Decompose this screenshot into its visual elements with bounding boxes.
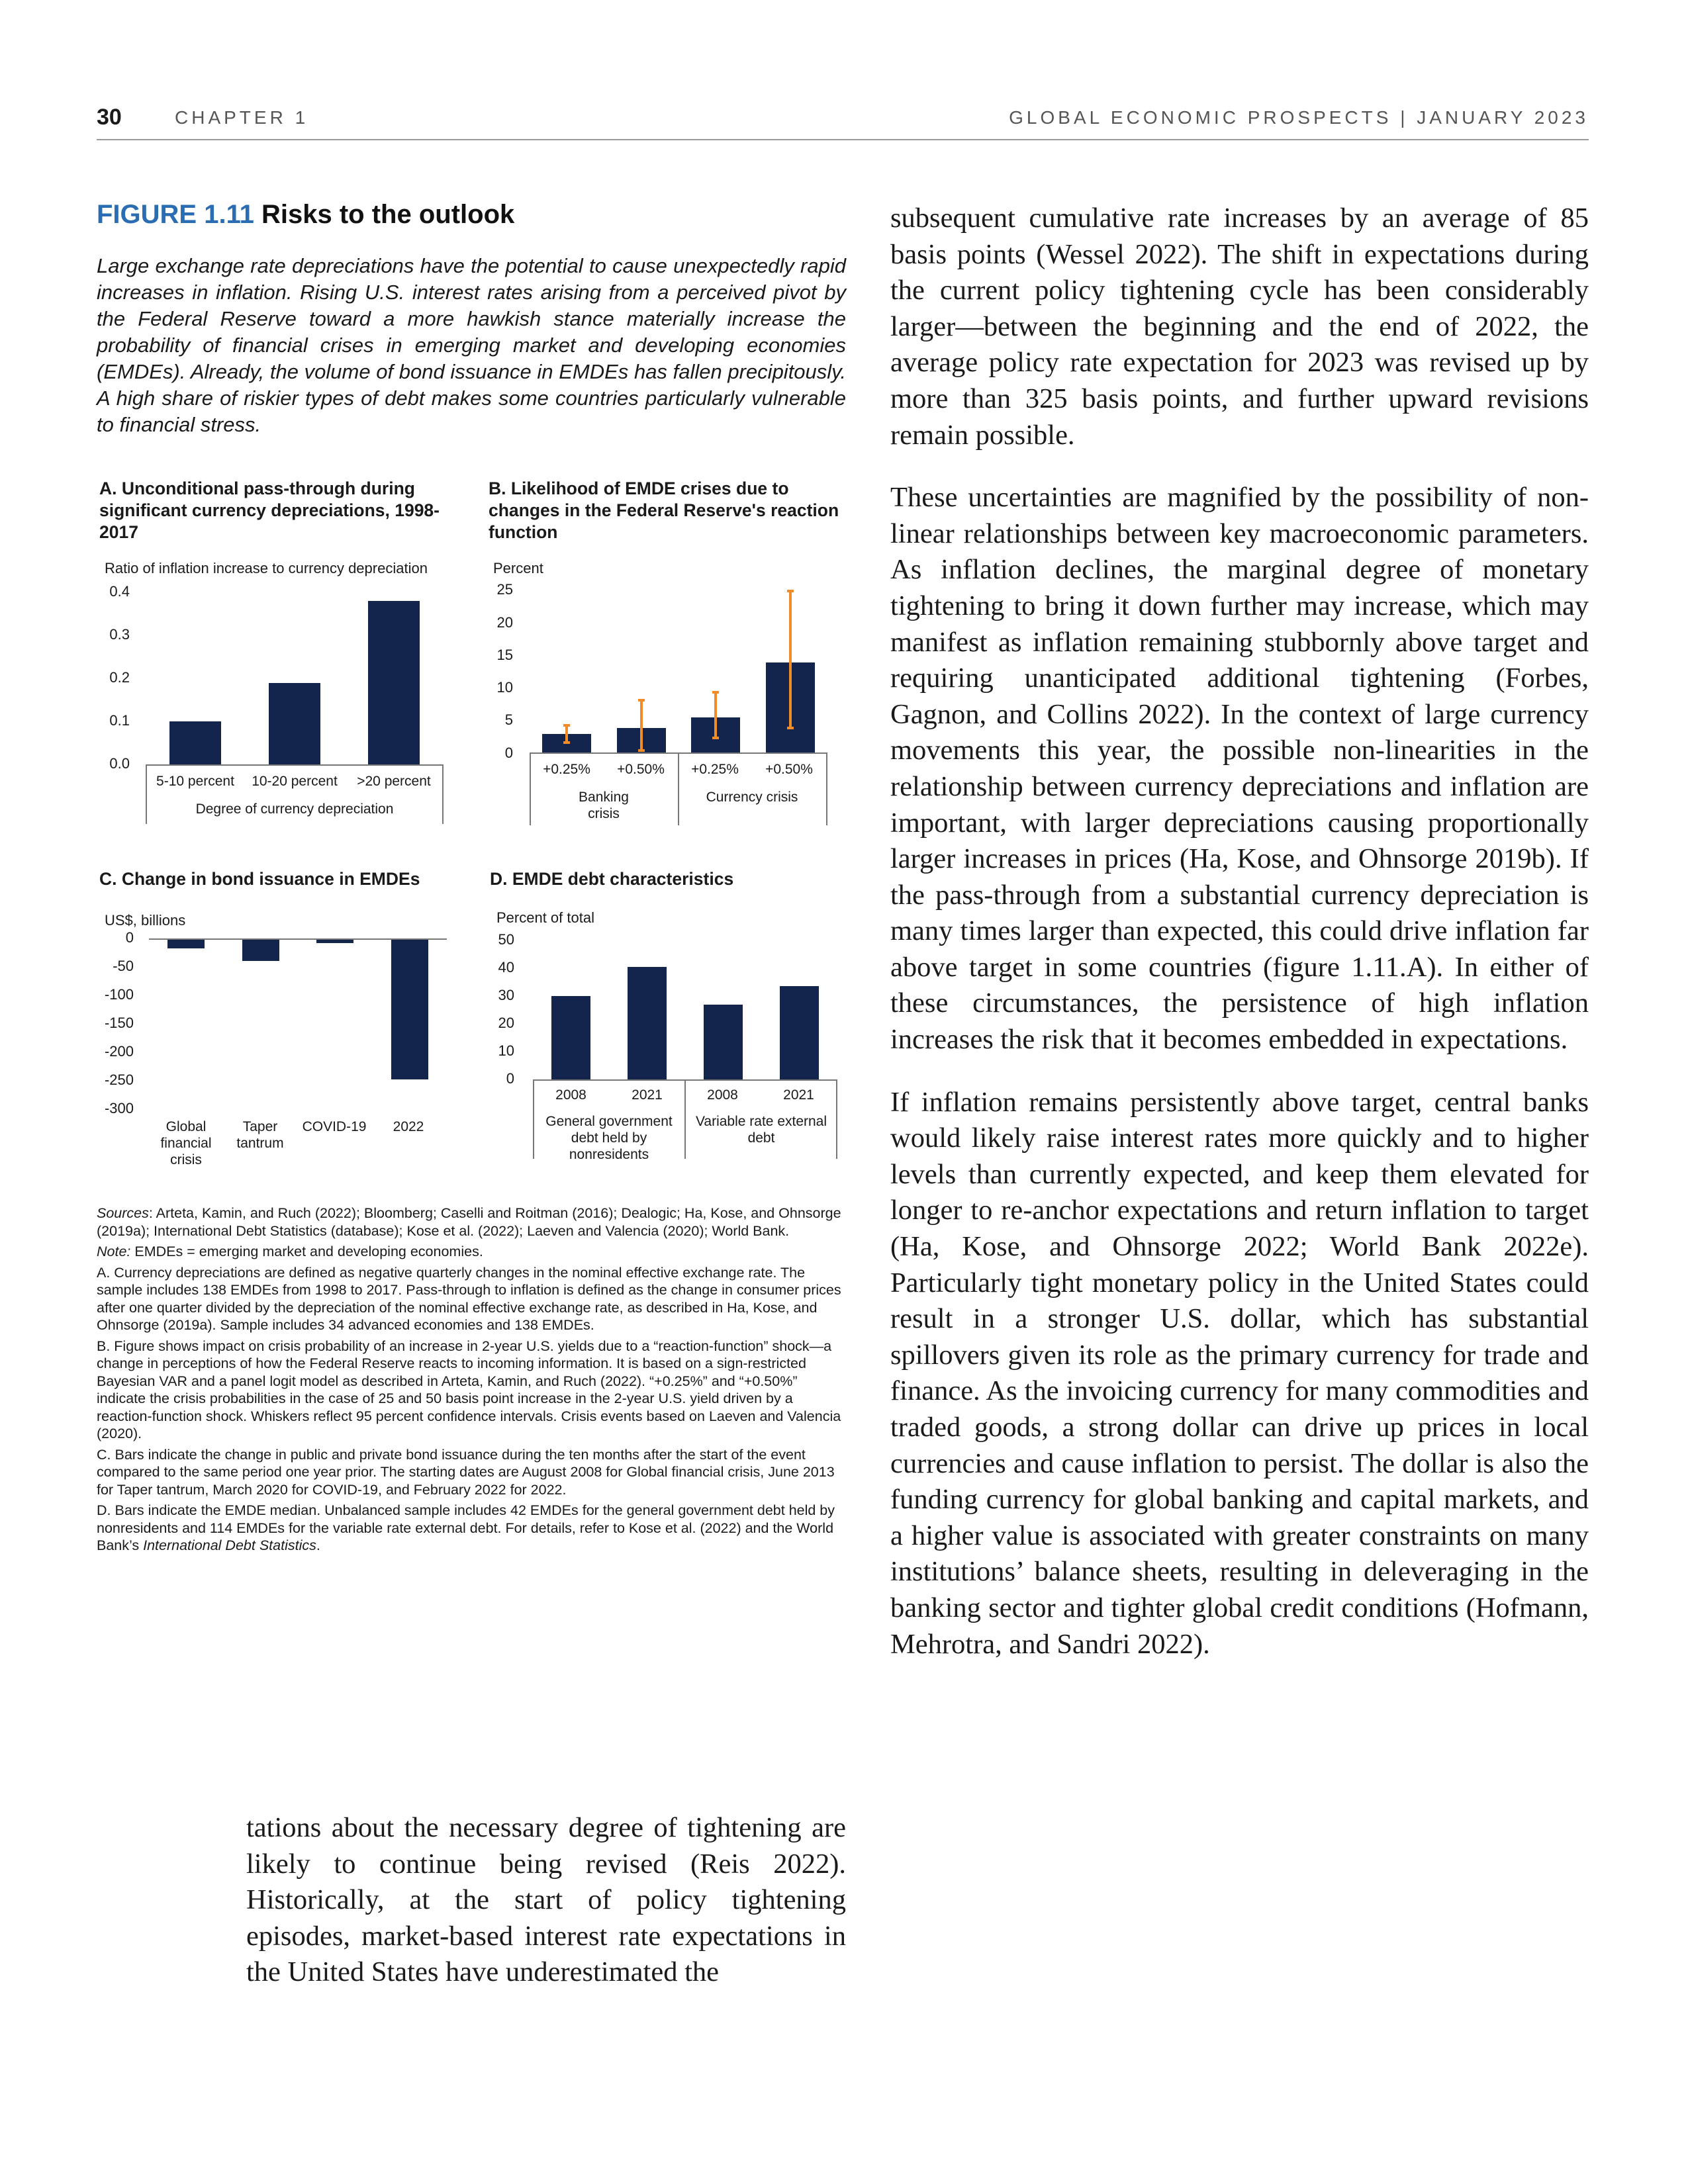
- panel-d-plot: [533, 940, 837, 1079]
- header-rule: [97, 139, 1589, 140]
- panel-d-xtick: 2021: [632, 1087, 663, 1103]
- note-d: [97, 1502, 846, 1555]
- panel-d-bar: [628, 967, 667, 1079]
- panel-b-ytick: 20: [496, 614, 513, 631]
- publication-title: GLOBAL ECONOMIC PROSPECTS | JANUARY 2023: [1009, 107, 1589, 128]
- panel-b-plot: [530, 590, 827, 752]
- panel-b-ytick: 15: [496, 647, 513, 663]
- body-paragraph: If inflation remains persistently above target, central banks would likely raise interest rates more quickly and to higher levels than currently expected, and keep them elevated for longer to re-anchor expectations and return inflation to target (Ha, Kose, and Ohnsorge 2022; World Bank 2022e). Particularly tight monetary policy in the United States could result in a stronger U.S. dollar, which has substantial spillovers given its role as the primary currency for trade and finance. As the invoicing currency for many commodities and traded goods, a strong dollar can drive up prices in local currencies and cause inflation to persist. The dollar is also the funding currency for global banking and capital markets, and a higher value is associated with greater constraints on many institutions’ balance sheets, resulting in deleveraging in the banking sector and tighter global credit conditions (Hofmann, Mehrotra, and Sandri 2022).: [890, 1086, 1589, 1660]
- panel-d-ytick: 50: [498, 931, 514, 948]
- body-paragraph: subsequent cumulative rate increases by an average of 85 basis points (Wessel 2022). The shift in expectations during the current policy tightening cycle has been considerably larger—between the beginning and the end of 2022, the average policy rate expectation for 2023 was revised up by more than 325 basis points, and further upward revisions remain possible.: [890, 203, 1589, 451]
- panel-c-x-axis: [149, 938, 447, 940]
- panel-c-plot: [149, 938, 447, 1109]
- panel-c-ytick: -200: [104, 1043, 134, 1060]
- panel-c-xtick: [223, 1118, 297, 1152]
- panel-c-xtick: [149, 1118, 223, 1168]
- panel-b-whisker-cap: [712, 691, 719, 694]
- panel-c-ytick: -50: [113, 958, 134, 974]
- panel-c-bar: [167, 938, 205, 948]
- panel-a-bar: [269, 683, 320, 765]
- panel-b-x-frame-right: [826, 752, 827, 825]
- panel-d-ytick: 30: [498, 987, 514, 1003]
- panel-b-xtick: +0.50%: [617, 762, 665, 777]
- panel-b-group-label-line: crisis: [588, 806, 620, 821]
- panel-a-title: A. Unconditional pass-through during significant currency depreciations, 1998-2017: [99, 478, 440, 542]
- figure-title: [97, 200, 514, 230]
- figure-notes: [97, 1205, 846, 1558]
- panel-c-ytick: -250: [104, 1071, 134, 1088]
- panel-a-ylabel: Ratio of inflation increase to currency depreciation: [105, 560, 428, 576]
- panel-c-ytick: -300: [104, 1100, 134, 1116]
- panel-b-xtick: +0.25%: [543, 762, 590, 777]
- panel-b-whisker-cap: [638, 699, 645, 702]
- panel-d-xtick: 2008: [707, 1087, 738, 1103]
- sources-text: : Arteta, Kamin, and Ruch (2022); Bloomberg; Caselli and Roitman (2016); Dealogic; Ha, Kose, and Ohnsorge (2019a); International Debt Statistics (database); Kose et al. (2022); Laeven and Valencia (2020); World Bank.: [97, 1205, 841, 1239]
- panel-a-ytick: 0.3: [109, 626, 130, 643]
- panel-b-ytick: 5: [504, 711, 513, 728]
- panel-d-xtick: 2008: [555, 1087, 586, 1103]
- panel-c-xtick-line: crisis: [170, 1152, 202, 1167]
- panel-d-ytick: 10: [498, 1042, 514, 1059]
- panel-b-whisker-cap: [563, 724, 570, 727]
- panel-a-xtick: 10-20 percent: [252, 774, 338, 789]
- panel-d-bar: [551, 996, 591, 1079]
- figure-subtitle: Large exchange rate depreciations have the potential to cause unexpectedly rapid increases in inflation. Rising U.S. interest rates arising from a perceived pivot by the Federal Reserve toward a more hawkish stance materially increase the probability of financial crises in emerging market and developing economies (EMDEs). Already, the volume of bond issuance in EMDEs has fallen precipitously. A high share of riskier types of debt makes some countries particularly vulnerable to financial stress.: [97, 254, 846, 436]
- panel-d-group-label-line: nonresidents: [569, 1147, 649, 1162]
- panel-b-whisker-cap: [712, 737, 719, 739]
- panel-b-group-label-line: Banking: [579, 790, 629, 805]
- panel-b-ytick: 0: [504, 745, 513, 761]
- panel-c-ytick: -100: [104, 986, 134, 1003]
- panel-c-title: C. Change in bond issuance in EMDEs: [99, 869, 420, 889]
- panel-a-ytick: 0.1: [109, 712, 130, 729]
- panel-d-group-label: [684, 1113, 838, 1146]
- panel-a-bar: [169, 721, 221, 764]
- panel-b-ylabel: Percent: [493, 560, 543, 576]
- panel-b-xtick: +0.25%: [691, 762, 739, 777]
- panel-d-group-label-line: Variable rate external: [695, 1114, 827, 1129]
- body-text-right: [890, 201, 1589, 1689]
- panel-c-xtick-line: tantrum: [236, 1136, 284, 1151]
- note-c: C. Bars indicate the change in public and private bond issuance during the ten months after the start of the event compared to the same period one year prior. The starting dates are August 2008 for Global financial crisis, June 2013 for Taper tantrum, March 2020 for COVID-19, and February 2022 for 2022.: [97, 1446, 835, 1498]
- note-d-end: .: [316, 1537, 320, 1553]
- panel-b-whisker-cap: [638, 749, 645, 752]
- panel-a-ytick: 0.2: [109, 669, 130, 686]
- panel-b-whisker-cap: [787, 727, 794, 729]
- panel-d-group-label-line: General government: [545, 1114, 673, 1129]
- panel-a-ytick: 0.4: [109, 583, 130, 600]
- panel-c-xtick-line: financial: [160, 1136, 212, 1151]
- panel-d-ylabel: Percent of total: [496, 909, 594, 926]
- panel-d-group-label: [530, 1113, 688, 1163]
- panel-c-ytick: 0: [125, 929, 134, 946]
- panel-b-ytick: 10: [496, 679, 513, 696]
- figure-number: FIGURE 1.11: [97, 200, 254, 229]
- panel-c-xtick-line: Taper: [242, 1119, 278, 1134]
- note-text: EMDEs = emerging market and developing economies.: [130, 1244, 483, 1259]
- panel-b-group-label: Currency crisis: [706, 790, 798, 805]
- panel-c-ytick: -150: [104, 1015, 134, 1031]
- body-paragraph: These uncertainties are magnified by the possibility of non-linear relationships between key macroeconomic parameters. As inflation declines, the marginal degree of monetary tightening to bring it down further may increase, which may manifest as inflation remaining stubbornly above target and requiring unanticipated additional tightening (Forbes, Gagnon, and Collins 2022). In the context of large currency movements this year, the possible non-linearities in the relationship between currency depreciations and inflation are important, with larger depreciations causing proportionally larger increases in prices (Ha, Kose, and Ohnsorge 2019b). If the pass-through from a substantial currency depreciation is many times larger than expected, this could drive inflation far above target in some countries (figure 1.11.A). In either of these circumstances, the persistence of high inflation increases the risk that it becomes embedded in expectations.: [890, 482, 1589, 1056]
- panel-c-bar: [242, 938, 279, 961]
- panel-b-whisker: [789, 591, 792, 728]
- panel-d-bar: [780, 986, 820, 1079]
- panel-a-ytick: 0.0: [109, 755, 130, 772]
- page-number: 30: [97, 105, 122, 130]
- panel-a-bar: [368, 601, 420, 764]
- panel-a-xlabel: Degree of currency depreciation: [195, 801, 394, 817]
- panel-b-ytick: 25: [496, 581, 513, 598]
- panel-c-bar: [391, 938, 428, 1079]
- body-text-left: tations about the necessary degree of tightening are likely to continue being revised (Reis 2022). Historically, at the start of policy tightening episodes, market-based interest rate expectations in the United States have underestimated the: [246, 1812, 846, 1988]
- panel-d-group-label-line: debt held by: [571, 1130, 647, 1146]
- panel-b-whisker-cap: [787, 590, 794, 592]
- panel-c-ylabel: US$, billions: [105, 912, 186, 929]
- panel-b-group-label: [530, 789, 678, 822]
- panel-d-ytick: 20: [498, 1015, 514, 1031]
- panel-d-xtick: 2021: [783, 1087, 814, 1103]
- chapter-label: CHAPTER 1: [175, 107, 309, 128]
- note-a: A. Currency depreciations are defined as negative quarterly changes in the nominal effective exchange rate. The sample includes 138 EMDEs from 1998 to 2017. Pass-through to inflation is defined as the change in consumer prices after one quarter divided by the depreciation of the nominal effective exchange rate, as described in Ha, Kose, and Ohnsorge (2019a). Sample includes 34 advanced economies and 138 EMDEs.: [97, 1264, 841, 1333]
- panel-a-plot: [146, 592, 444, 764]
- note-line: [97, 1243, 846, 1261]
- panel-a-xtick: >20 percent: [357, 774, 431, 789]
- panel-b-whisker: [565, 725, 568, 743]
- panel-d-group-label-line: debt: [747, 1130, 775, 1146]
- note-label: Note:: [97, 1244, 131, 1259]
- panel-d-title: D. EMDE debt characteristics: [490, 869, 734, 889]
- panel-b-whisker-cap: [563, 741, 570, 744]
- panel-b-title: B. Likelihood of EMDE crises due to changes in the Federal Reserve's reaction function: [489, 478, 839, 542]
- panel-d-ytick: 0: [506, 1070, 514, 1087]
- note-b: B. Figure shows impact on crisis probability of an increase in 2-year U.S. yields due to a “reaction-function” shock—a change in perceptions of how the Federal Reserve reacts to incoming information. It is based on a sign-restricted Bayesian VAR and a panel logit model as described in Arteta, Kamin, and Ruch (2022). “+0.25%” and “+0.50%” indicate the crisis probabilities in the case of 25 and 50 basis point increase in the 2-year U.S. yield driven by a reaction-function shock. Whiskers reflect 95 percent confidence intervals. Crisis events based on Laeven and Valencia (2020).: [97, 1338, 841, 1441]
- note-d-italic: International Debt Statistics: [143, 1537, 316, 1553]
- figure-title-text: Risks to the outlook: [261, 200, 515, 229]
- panel-c-xtick-line: Global: [165, 1119, 207, 1134]
- panel-d-ytick: 40: [498, 959, 514, 976]
- panel-d-bar: [704, 1005, 743, 1079]
- panel-a-xtick: 5-10 percent: [156, 774, 234, 789]
- panel-c-xtick: 2022: [393, 1119, 424, 1134]
- panel-b-whisker: [640, 700, 643, 751]
- note-d-text: D. Bars indicate the EMDE median. Unbalanced sample includes 42 EMDEs for the general government debt held by nonresidents and 114 EMDEs for the variable rate external debt. For details, refer to Kose et al. (2022) and the World Bank’s: [97, 1502, 835, 1553]
- panel-b-xtick: +0.50%: [765, 762, 813, 777]
- sources-note: [97, 1205, 846, 1240]
- panel-b-whisker: [714, 692, 717, 738]
- sources-label: Sources: [97, 1205, 149, 1221]
- panel-a-x-axis: [146, 764, 444, 766]
- panel-c-xtick: COVID-19: [302, 1119, 367, 1134]
